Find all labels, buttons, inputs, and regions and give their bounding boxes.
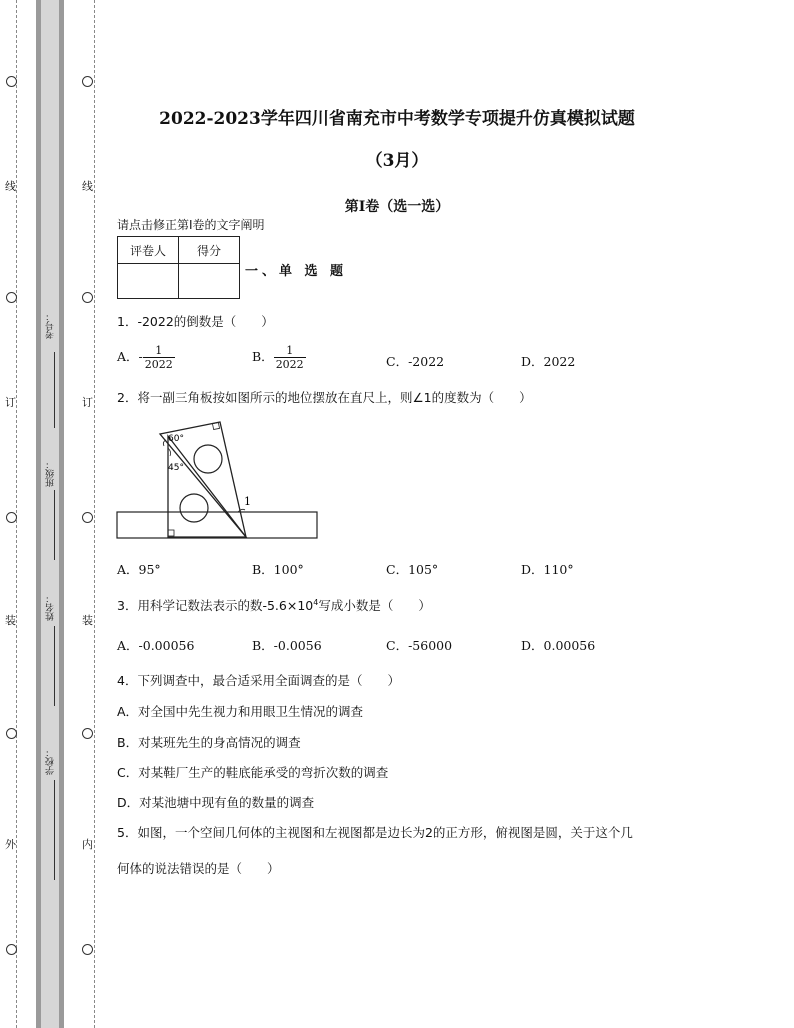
instruction-note: 请点击修正第I卷的文字阐明 (117, 218, 265, 232)
score-table (117, 236, 240, 299)
field-underline (54, 490, 55, 560)
part-title: 一、单 选 题 (245, 264, 348, 279)
field-underline (54, 352, 55, 428)
binding-char-xian: 线 (5, 180, 16, 193)
exponent: 4 (313, 597, 319, 607)
school-field[interactable] (42, 748, 58, 888)
question-2-stem: 2．将一副三角板按如图所示的地位摆放在直尺上，则∠1的度数为（ ） (117, 390, 532, 405)
binding-char-ding: 订 (5, 396, 16, 409)
question-5-stem-line2: 何体的说法错误的是（ ） (117, 861, 280, 876)
ruler (117, 512, 317, 538)
question-1-option-a[interactable] (117, 344, 175, 371)
field-underline (54, 626, 55, 706)
question-3-option-b[interactable]: B．-0.0056 (252, 638, 322, 653)
question-2-option-c[interactable]: C．105° (386, 562, 439, 577)
score-cell[interactable] (179, 264, 240, 299)
question-2-option-d[interactable]: D．110° (521, 562, 574, 577)
binding-char-zhuang: 装 (82, 614, 93, 627)
class-field[interactable] (42, 460, 58, 580)
field-label: 姓名： (45, 594, 56, 621)
reviewer-cell[interactable] (118, 264, 179, 299)
question-3-stem (117, 596, 431, 614)
section-title: 第I卷（选一选） (344, 199, 450, 215)
fraction (274, 344, 306, 371)
binding-hole (82, 728, 93, 739)
binding-hole (6, 76, 17, 87)
binding-hole (6, 728, 17, 739)
angle-label-45: 45° (168, 463, 184, 473)
page-title: 2022-2023学年四川省南充市中考数学专项提升仿真模拟试题 (159, 109, 635, 129)
binding-hole (6, 944, 17, 955)
fraction-denominator: 2022 (275, 358, 304, 371)
question-3-option-d[interactable]: D．0.00056 (521, 638, 596, 653)
triangle-hole (180, 494, 208, 522)
name-field[interactable] (42, 594, 58, 714)
binding-hole (6, 512, 17, 523)
fraction-numerator: 1 (274, 344, 306, 358)
question-5-stem-line1: 5．如图，一个空间几何体的主视图和左视图都是边长为2的正方形，俯视图是圆，关于这个几 (117, 825, 633, 840)
question-1-option-b[interactable] (252, 344, 306, 371)
question-4-option-d[interactable]: D．对某池塘中现有鱼的数量的调查 (117, 795, 315, 810)
triangle-hole (194, 445, 222, 473)
reviewer-header: 评卷人 (118, 237, 179, 264)
question-2-option-b[interactable]: B．100° (252, 562, 304, 577)
binding-hole (82, 76, 93, 87)
angle-label-60: 60° (168, 434, 184, 444)
fraction-numerator: 1 (143, 344, 175, 358)
option-label: A．- (117, 349, 143, 364)
question-4-stem: 4．下列调查中，最合适采用全面调查的是（ ） (117, 673, 400, 688)
question-1-option-d[interactable]: D．2022 (521, 354, 576, 369)
binding-hole (6, 292, 17, 303)
field-label: 学校： (45, 748, 56, 775)
question-4-option-c[interactable]: C．对某鞋厂生产的鞋底能承受的弯折次数的调查 (117, 765, 389, 780)
question-1-stem: 1．-2022的倒数是（ ） (117, 314, 274, 329)
binding-char-nei: 内 (82, 838, 93, 851)
question-3-option-a[interactable]: A．-0.00056 (117, 638, 195, 653)
page-subtitle: （3月） (365, 151, 429, 171)
angle-label-1: 1 (244, 495, 251, 508)
question-4-option-a[interactable]: A．对全国中先生视力和用眼卫生情况的调查 (117, 704, 364, 719)
exam-number-field[interactable] (42, 312, 58, 432)
fraction (143, 344, 175, 371)
stem-text: 3．用科学记数法表示的数-5.6×10 (117, 598, 314, 613)
field-label: 班级： (45, 460, 56, 487)
binding-hole (82, 944, 93, 955)
binding-char-wai: 外 (5, 838, 16, 851)
binding-char-zhuang: 装 (5, 614, 16, 627)
question-3-option-c[interactable]: C．-56000 (386, 638, 453, 653)
right-angle-mark (212, 422, 219, 429)
binding-char-xian: 线 (82, 180, 93, 193)
binding-hole (82, 292, 93, 303)
field-label: 考号： (45, 312, 56, 339)
question-1-option-c[interactable]: C．-2022 (386, 354, 445, 369)
right-angle-mark (168, 530, 174, 536)
option-label: B． (252, 349, 274, 364)
score-header: 得分 (179, 237, 240, 264)
fraction-denominator: 2022 (144, 358, 173, 371)
binding-char-ding: 订 (82, 396, 93, 409)
field-underline (54, 780, 55, 880)
stem-text: 写成小数是（ ） (318, 598, 431, 613)
triangle-ruler-figure (112, 416, 324, 546)
question-2-option-a[interactable]: A．95° (117, 562, 161, 577)
question-4-option-b[interactable]: B．对某班先生的身高情况的调查 (117, 735, 301, 750)
inner-dashed-line (94, 0, 95, 1028)
binding-hole (82, 512, 93, 523)
